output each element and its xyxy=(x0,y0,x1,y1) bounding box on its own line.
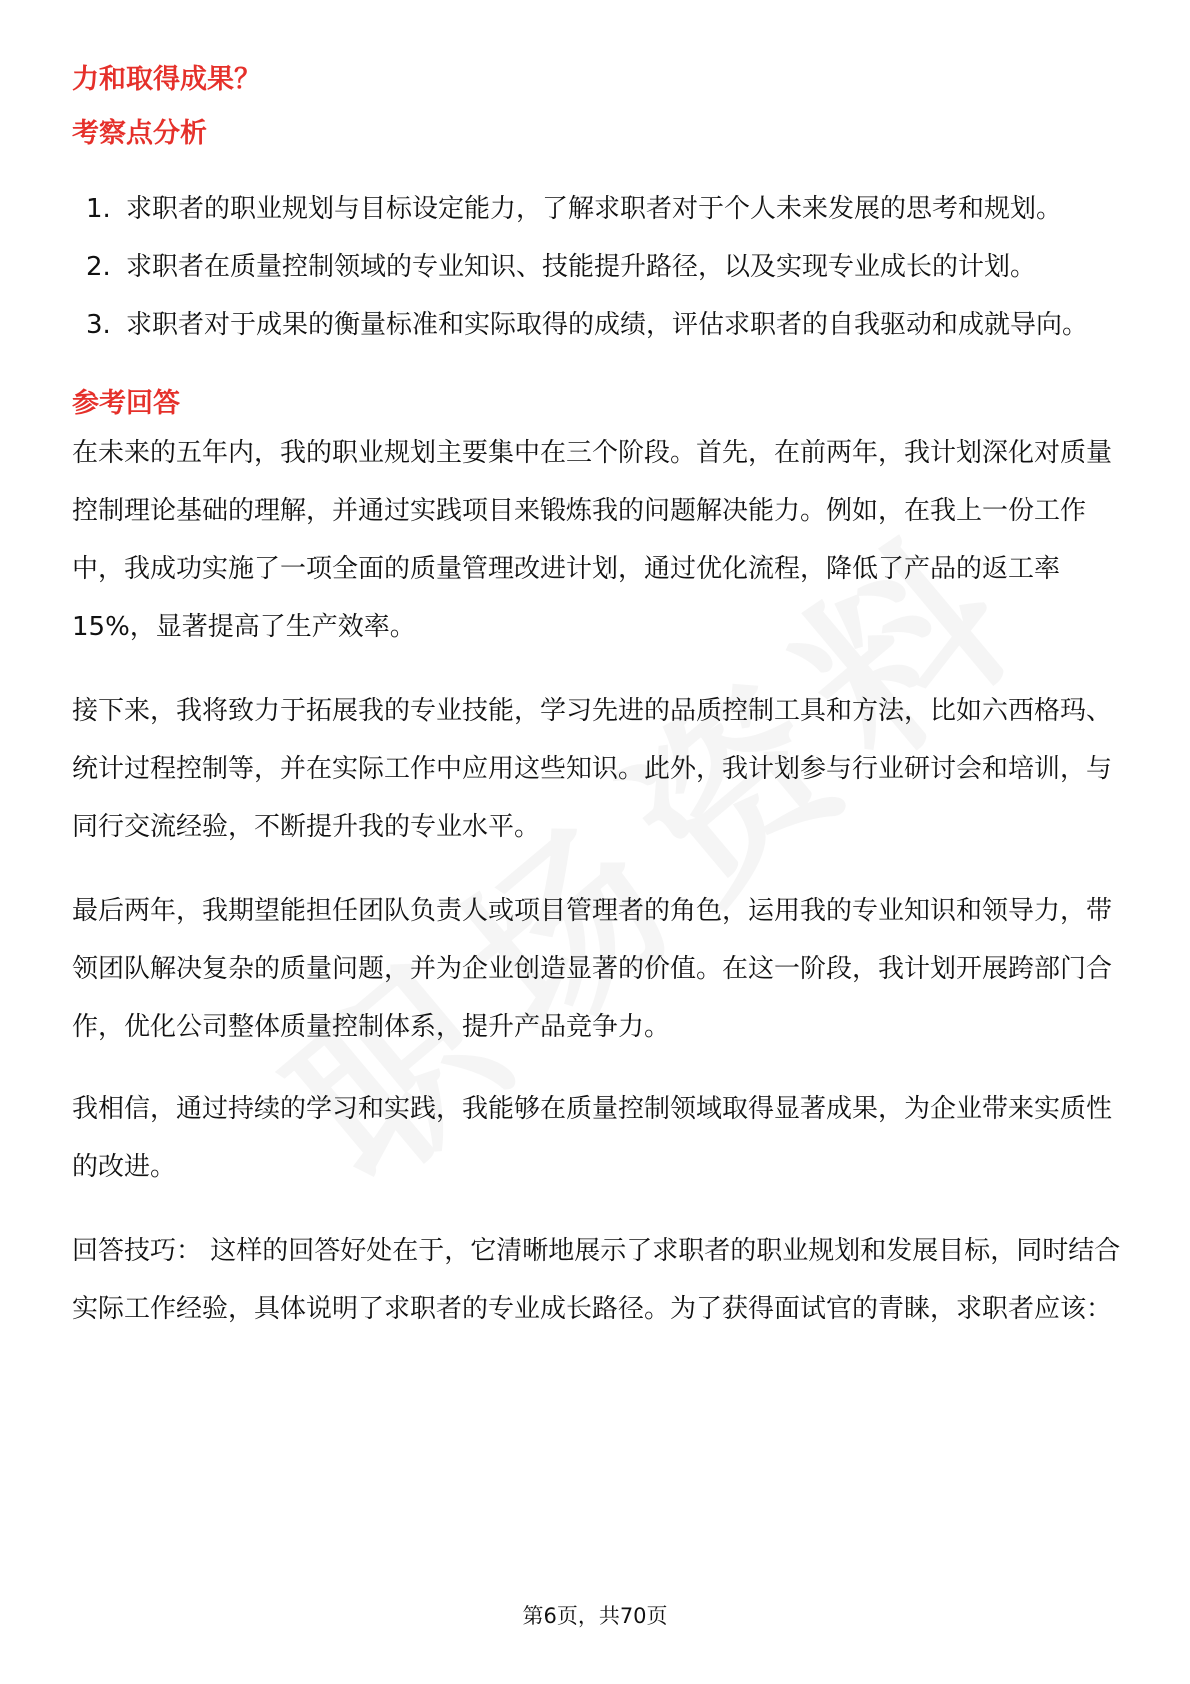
list-item xyxy=(72,180,1122,238)
answer-paragraph: 在未来的五年内，我的职业规划主要集中在三个阶段。首先，在前两年，我计划深化对质量控制理论基础的理解，并通过实践项目来锻炼我的问题解决能力。例如，在我上一份工作中，我成功实施了一项全面的质量管理改进计划，通过优化流程，降低了产品的返工率15%，显著提高了生产效率。 xyxy=(72,438,1113,642)
list-item xyxy=(72,296,1122,354)
analysis-list xyxy=(72,180,1122,354)
page-number-footer: 第6页，共70页 xyxy=(522,1604,668,1628)
list-item-number: 2. xyxy=(86,252,111,282)
list-item-number: 3. xyxy=(86,310,111,340)
analysis-heading: 考察点分析 xyxy=(72,118,207,149)
list-item-text: 求职者的职业规划与目标设定能力，了解求职者对于个人未来发展的思考和规划。 xyxy=(126,194,1063,224)
list-item xyxy=(72,238,1122,296)
question-heading-continued: 力和取得成果？ xyxy=(72,64,261,95)
reference-answer-heading: 参考回答 xyxy=(72,388,180,419)
list-item-number: 1. xyxy=(86,194,111,224)
list-item-text: 求职者对于成果的衡量标准和实际取得的成绩，评估求职者的自我驱动和成就导向。 xyxy=(126,310,1089,340)
answer-paragraph: 最后两年，我期望能担任团队负责人或项目管理者的角色，运用我的专业知识和领导力，带领团队解决复杂的质量问题，并为企业创造显著的价值。在这一阶段，我计划开展跨部门合作，优化公司整体质量控制体系，提升产品竞争力。 xyxy=(72,896,1113,1042)
page-content xyxy=(72,56,1122,1338)
answer-paragraph: 我相信，通过持续的学习和实践，我能够在质量控制领域取得显著成果，为企业带来实质性的改进。 xyxy=(72,1094,1113,1182)
answer-paragraph: 接下来，我将致力于拓展我的专业技能，学习先进的品质控制工具和方法，比如六西格玛、统计过程控制等，并在实际工作中应用这些知识。此外，我计划参与行业研讨会和培训，与同行交流经验，不断提升我的专业水平。 xyxy=(72,696,1113,842)
list-item-text: 求职者在质量控制领域的专业知识、技能提升路径，以及实现专业成长的计划。 xyxy=(126,252,1037,282)
answer-tips-paragraph: 回答技巧： 这样的回答好处在于，它清晰地展示了求职者的职业规划和发展目标，同时结合实际工作经验，具体说明了求职者的专业成长路径。为了获得面试官的青睐，求职者应该： xyxy=(72,1236,1121,1324)
